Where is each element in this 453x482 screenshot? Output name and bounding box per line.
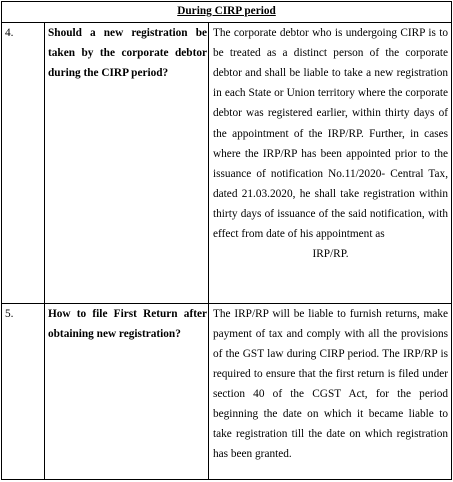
- answer-cell: [209, 303, 452, 479]
- table-row: [2, 303, 452, 479]
- question-cell: Should a new registration be taken by the corporate debtor during the CIRP period?: [45, 23, 209, 304]
- row-number: 4.: [2, 23, 45, 304]
- row-number: 5.: [2, 303, 45, 479]
- answer-text-tail: IRP/RP.: [312, 248, 349, 261]
- answer-text: The IRP/RP will be liable to furnish returns, make payment of tax and comply with all the provisions of the GST law during CIRP period. The IRP/RP is required to ensure that the first return is filed under section 40 of the CGST Act, for the period beginning the date on which it became liable to take registration till the date on which registration has been granted.: [213, 307, 449, 461]
- answer-cell: [209, 23, 452, 304]
- question-cell: How to file First Return after obtaining new registration?: [45, 303, 209, 479]
- table-row: [2, 23, 452, 304]
- cirp-faq-table: [1, 1, 452, 480]
- header-cell: [2, 2, 452, 23]
- answer-text: The corporate debtor who is undergoing CIRP is to be treated as a distinct person of the corporate debtor and shall be liable to take a new registration in each State or Union territory where the corporate debtor was registered earlier, within thirty days of the appointment of the IRP/RP. Further, in cases where the IRP/RP has been appointed prior to the issuance of notification No.11/2020- Central Tax, dated 21.03.2020, he shall take registration within thirty days of issuance of the said notification, with effect from date of his appointment as: [213, 27, 449, 240]
- table-header-row: [2, 2, 452, 23]
- section-title: During CIRP period: [177, 5, 276, 17]
